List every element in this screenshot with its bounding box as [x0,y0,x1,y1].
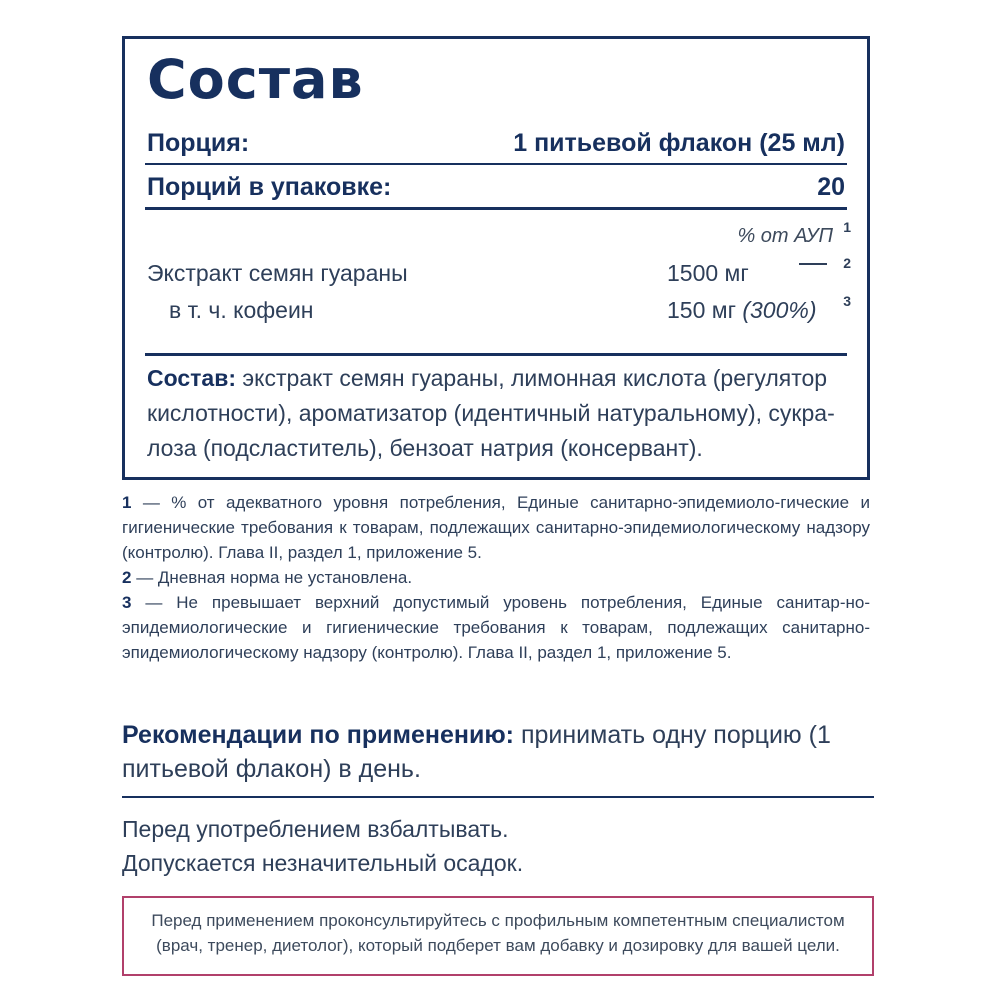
daily-value-header: % от АУП [737,225,833,247]
footnote [122,490,870,565]
footnote-text: — Не превышает верхний допустимый уровень потребления, Единые санитар-но-эпидемиологические и гигиенические требования к товарам, подлежащих санитарно-эпидемиологическому надзору (контролю). Глава II, раздел 1, приложение 5. [122,593,870,662]
composition-body: экстракт семян гуараны, лимонная кислота (регулятор кислотности), ароматизатор (идентичный натуральному), сукра-лоза (подсластитель), бензоат натрия (консервант). [147,365,835,461]
no-value-dash [799,263,827,265]
ingredient-name: Экстракт семян гуараны [147,260,408,286]
ingredient-amount: 1500 мг [667,260,749,286]
divider [145,353,847,356]
recommendations-label: Рекомендации по применению: [122,721,515,749]
recommendations-text: принимать одну порцию (1 питьевой флакон) в день. [122,721,831,783]
footnote-number: 2 [122,568,132,587]
footnote-text: — Дневная норма не установлена. [131,568,413,587]
divider [145,207,847,210]
ingredient-amount [667,297,817,324]
footnote [122,590,870,665]
divider [122,796,874,798]
portion-label: Порция: [147,129,250,157]
footnote-number: 1 [122,493,132,512]
servings-value: 20 [817,173,845,201]
note-line: Перед употреблением взбалтывать. [122,816,509,842]
panel-title: Состав [147,48,364,111]
usage-recommendations [122,718,882,786]
ingredient-percent: (300%) [742,297,817,323]
footnote [122,565,870,590]
storage-notes [122,812,523,880]
note-line: Допускается незначительный осадок. [122,850,524,876]
ingredient-amount-value: 150 мг [667,297,736,323]
ingredient-name: в т. ч. кофеин [169,297,314,323]
footnote-text: — % от адекватного уровня потребления, Единые санитарно-эпидемиоло-гические и гигиенические требования к товарам, подлежащих санитарно-эпидемиологическому надзору (контролю). Глава II, раздел 1, приложение 5. [122,493,870,562]
composition-panel [122,36,870,480]
servings-label: Порций в упаковке: [147,173,392,201]
daily-header-ref: 1 [843,219,851,235]
footnotes [122,490,870,665]
divider [145,163,847,165]
consultation-warning [122,896,874,976]
footnote-number: 3 [122,593,132,612]
ingredient-ref: 3 [843,293,851,309]
ingredient-ref: 2 [843,255,851,271]
warning-text: Перед применением проконсультируйтесь с профильным компетентным специалистом (врач, тренер, диетолог), который подберет вам добавку и дозировку для вашей цели. [151,911,845,955]
composition-label: Состав: [147,365,237,391]
portion-value: 1 питьевой флакон (25 мл) [513,129,845,157]
composition-text [147,361,851,466]
